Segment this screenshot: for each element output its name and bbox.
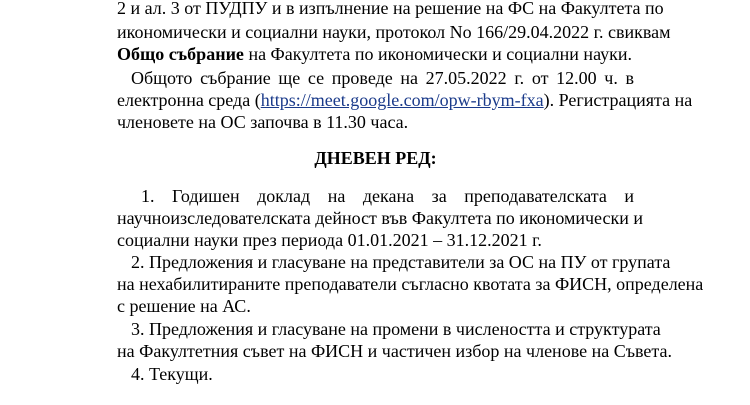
agenda-item-3-line-1: 3. Предложения и гласуване на промени в числеността и структурата [131, 319, 661, 339]
agenda-item-2-line-3: с решение на АС. [117, 296, 251, 316]
meet-link[interactable]: https://meet.google.com/opw-rbym-fxa [260, 90, 544, 110]
paragraph-2-line-2-pre: електронна среда ( [117, 90, 261, 110]
agenda-item-2-line-2: на нехабилитираните преподаватели съгласно квотата за ФИСН, определена [117, 274, 704, 294]
agenda-item-1-line-2: научноизследователската дейност във Факултета по икономически и [117, 208, 643, 228]
paragraph-1-line-2: икономически и социални науки, протокол No 166/29.04.2022 г. свиквам [117, 22, 671, 42]
agenda-item-1-line-1: 1. Годишен доклад на декана за преподавателската и [141, 186, 634, 206]
agenda-item-2-line-1: 2. Предложения и гласуване на представители за ОС на ПУ от групата [131, 252, 671, 272]
paragraph-1-line-3-rest: на Факултета по икономически и социални науки. [243, 44, 633, 64]
agenda-item-4-line-1: 4. Текущи. [131, 364, 213, 384]
agenda-item-1-line-3: социални науки през периода 01.01.2021 – 31.12.2021 г. [117, 230, 542, 250]
paragraph-1-line-1: 2 и ал. 3 от ПУДПУ и в изпълнение на решение на ФС на Факултета по [117, 0, 664, 18]
paragraph-2-line-2-post: ). Регистрацията на [543, 90, 693, 110]
general-assembly-bold: Общо събрание [117, 44, 244, 64]
agenda-heading: ДНЕВЕН РЕД: [314, 148, 437, 168]
paragraph-2-line-1: Общото събрание ще се проведе на 27.05.2022 г. от 12.00 ч. в [131, 68, 634, 88]
paragraph-2-line-3: членовете на ОС започва в 11.30 часа. [117, 112, 409, 132]
paragraph-1-line-3 [117, 44, 634, 64]
paragraph-2-line-2 [117, 90, 693, 110]
agenda-item-3-line-2: на Факултетния съвет на ФИСН и частичен избор на членове на Съвета. [117, 341, 672, 361]
